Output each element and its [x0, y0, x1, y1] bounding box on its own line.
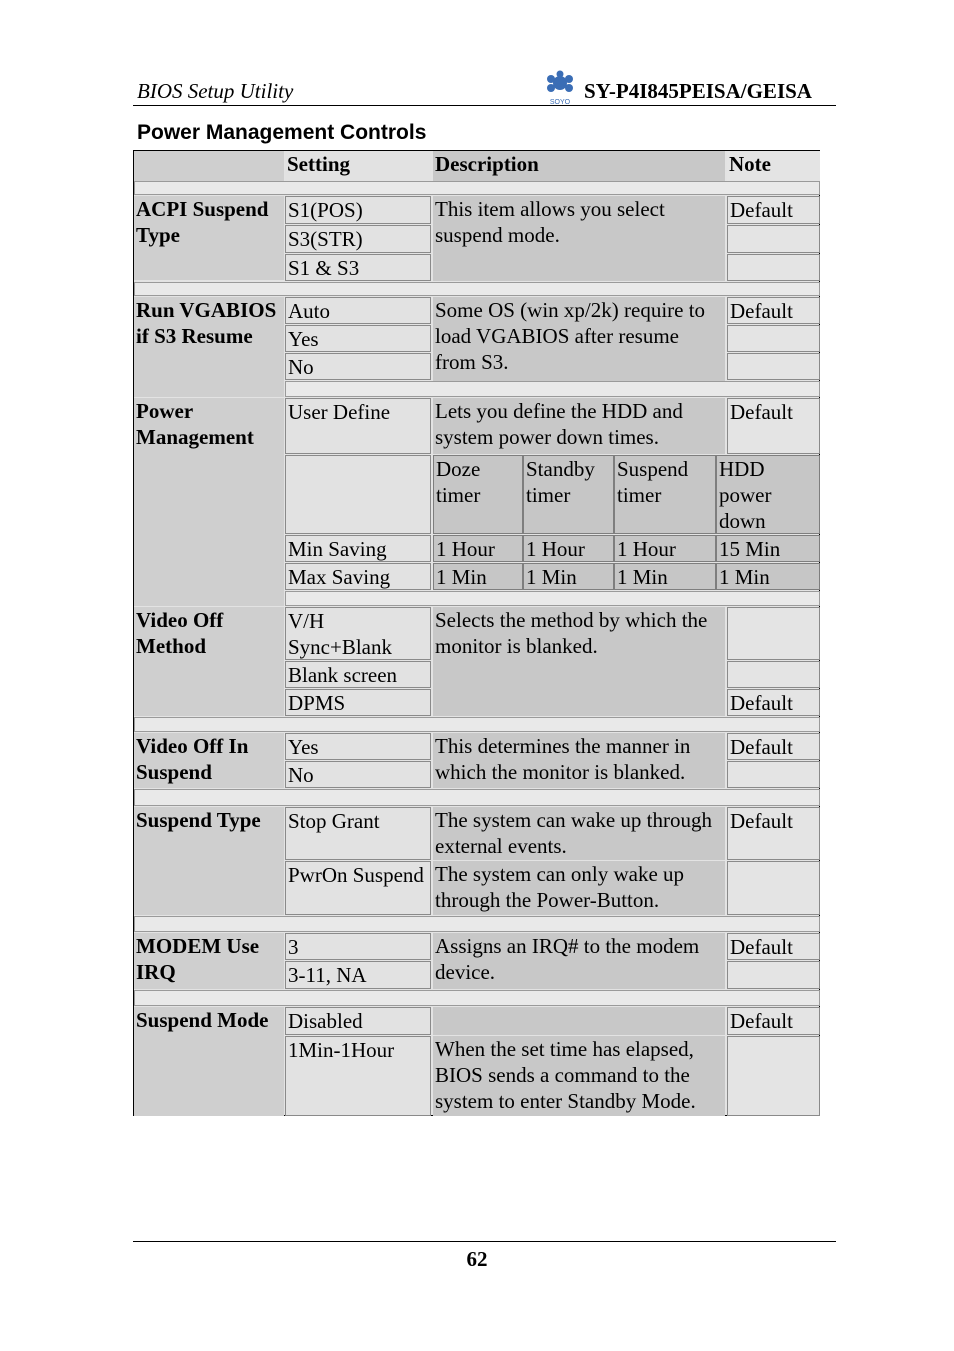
row-spacer	[134, 789, 820, 806]
note-empty	[727, 225, 820, 253]
modem-note: Default	[727, 933, 820, 960]
header-rule	[133, 105, 836, 106]
suspend-mode-setting-range: 1Min-1Hour	[285, 1036, 431, 1116]
row-spacer	[285, 591, 820, 606]
video-off-description: Selects the method by which the monitor is blanked.	[433, 607, 725, 716]
suspend-type-description-2: The system can only wake up through the Power-Button.	[433, 861, 725, 915]
video-suspend-note: Default	[727, 733, 820, 760]
max-saving-hdd: 1 Min	[716, 563, 820, 590]
suspend-mode-note: Default	[727, 1007, 820, 1035]
max-saving-doze: 1 Min	[433, 563, 523, 590]
acpi-setting-s1: S1(POS)	[285, 196, 431, 224]
note-empty	[727, 607, 820, 660]
note-empty	[727, 353, 820, 380]
video-suspend-description: This determines the manner in which the monitor is blanked.	[433, 733, 725, 788]
suspend-type-description-1: The system can wake up through external events.	[433, 807, 725, 860]
row-spacer	[134, 282, 820, 296]
row-spacer	[134, 916, 820, 932]
video-suspend-setting-no: No	[285, 761, 431, 788]
note-empty	[727, 661, 820, 688]
header-setting: Setting	[285, 151, 431, 181]
acpi-description: This item allows you select suspend mode.	[433, 196, 725, 281]
min-saving-suspend: 1 Hour	[614, 535, 716, 562]
acpi-setting-s3: S3(STR)	[285, 225, 431, 253]
row-spacer	[285, 381, 820, 397]
modem-setting-range: 3-11, NA	[285, 961, 431, 989]
power-setting-user-define: User Define	[285, 398, 431, 454]
note-empty	[727, 961, 820, 989]
modem-label: MODEM Use IRQ	[134, 933, 284, 989]
row-spacer	[134, 717, 820, 732]
min-saving-doze: 1 Hour	[433, 535, 523, 562]
note-empty	[727, 325, 820, 352]
note-empty	[727, 254, 820, 281]
min-saving-hdd: 15 Min	[716, 535, 820, 562]
header-note: Note	[727, 151, 820, 181]
vgabios-description: Some OS (win xp/2k) require to load VGABIOS after resume from S3.	[433, 297, 725, 381]
soyo-logo	[543, 70, 577, 106]
model-name: SY-P4I845PEISA/GEISA	[584, 79, 812, 103]
settings-table	[133, 150, 820, 1116]
acpi-label: ACPI Suspend Type	[134, 196, 284, 280]
timer-header-hdd: HDD power down	[716, 455, 820, 534]
timer-header-suspend: Suspend timer	[614, 455, 716, 534]
timer-header-doze: Doze timer	[433, 455, 523, 534]
vgabios-setting-auto: Auto	[285, 297, 431, 324]
section-title: Power Management Controls	[137, 121, 427, 144]
suspend-type-setting-pwron: PwrOn Suspend	[285, 861, 431, 915]
power-setting-min-saving: Min Saving	[285, 535, 431, 562]
logo-text: SOYO	[549, 99, 571, 106]
description-empty	[433, 1007, 725, 1035]
suspend-type-setting-stop-grant: Stop Grant	[285, 807, 431, 860]
acpi-setting-s1s3: S1 & S3	[285, 254, 431, 281]
acpi-note: Default	[727, 196, 820, 224]
video-off-setting-blank: Blank screen	[285, 661, 431, 688]
note-empty	[727, 861, 820, 915]
vgabios-note: Default	[727, 297, 820, 324]
power-note: Default	[727, 398, 820, 454]
modem-description: Assigns an IRQ# to the modem device.	[433, 933, 725, 989]
video-off-setting-dpms: DPMS	[285, 689, 431, 716]
note-empty	[727, 1036, 820, 1116]
suspend-type-note: Default	[727, 807, 820, 860]
vgabios-setting-yes: Yes	[285, 325, 431, 352]
header-description: Description	[433, 151, 725, 181]
timer-header-standby: Standby timer	[523, 455, 614, 534]
row-spacer	[134, 181, 820, 195]
power-label: Power Management	[134, 398, 284, 606]
video-suspend-setting-yes: Yes	[285, 733, 431, 760]
suspend-mode-description: When the set time has elapsed, BIOS sends a command to the system to enter Standby Mode.	[433, 1036, 725, 1116]
suspend-type-label: Suspend Type	[134, 807, 284, 915]
footer-rule	[133, 1241, 836, 1242]
header-title: BIOS Setup Utility	[137, 79, 294, 103]
vgabios-setting-no: No	[285, 353, 431, 380]
power-setting-max-saving: Max Saving	[285, 563, 431, 590]
video-off-note: Default	[727, 689, 820, 716]
header-cell-label	[134, 151, 284, 181]
video-off-label: Video Off Method	[134, 607, 284, 716]
vgabios-label: Run VGABIOS if S3 Resume	[134, 297, 284, 397]
suspend-mode-label: Suspend Mode	[134, 1007, 284, 1116]
video-suspend-label: Video Off In Suspend	[134, 733, 284, 788]
modem-setting-3: 3	[285, 933, 431, 960]
setting-empty	[285, 455, 431, 534]
max-saving-suspend: 1 Min	[614, 563, 716, 590]
video-off-setting-vh: V/H Sync+Blank	[285, 607, 431, 660]
row-spacer	[134, 990, 820, 1006]
page-number: 62	[466, 1247, 488, 1271]
power-description: Lets you define the HDD and system power down times.	[433, 398, 725, 454]
note-empty	[727, 761, 820, 788]
suspend-mode-setting-disabled: Disabled	[285, 1007, 431, 1035]
max-saving-standby: 1 Min	[523, 563, 614, 590]
min-saving-standby: 1 Hour	[523, 535, 614, 562]
